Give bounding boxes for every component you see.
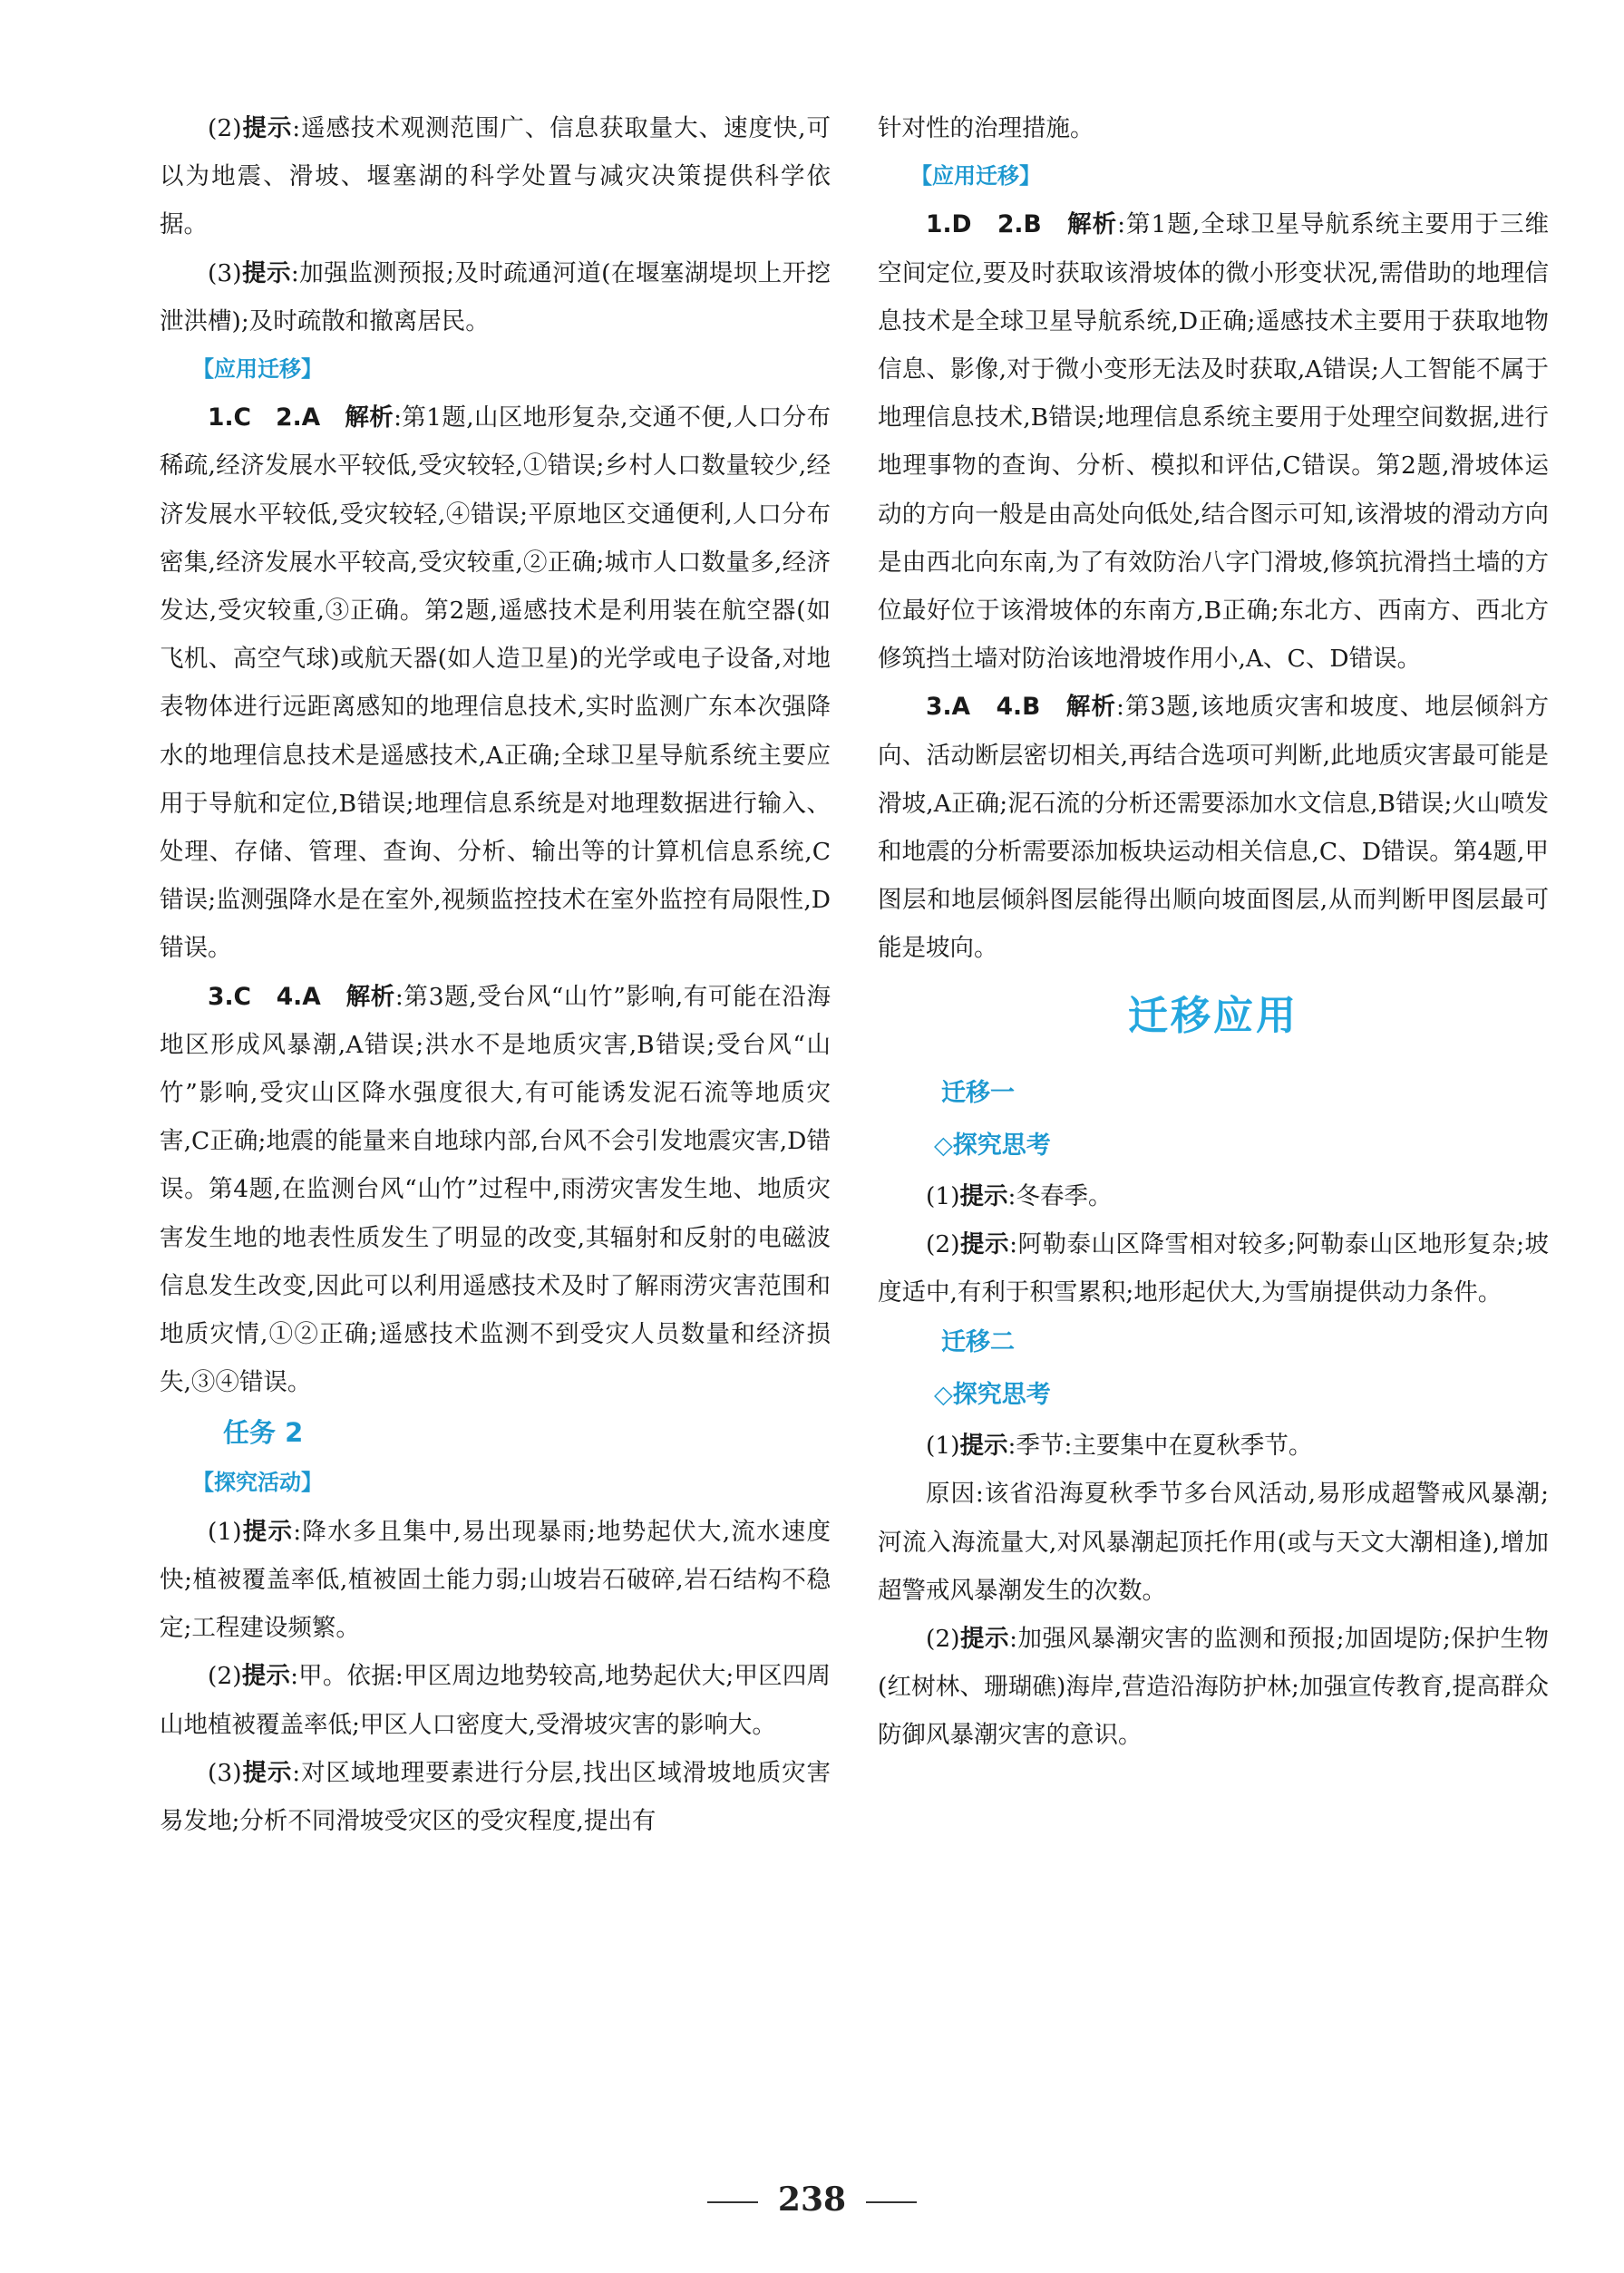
- paragraph-m2-hint-1: [878, 1422, 1549, 1470]
- paragraph-task-hint-2: [160, 1652, 831, 1748]
- paragraph-m2-reason: 原因:该省沿海夏秋季节多台风活动,易形成超警戒风暴潮;河流入海流量大,对风暴潮起顶托作用(或与天文大潮相逢),增加超警戒风暴潮发生的次数。: [878, 1480, 1549, 1605]
- tag-application-transfer: 【应用迁移】: [192, 356, 323, 383]
- page-footer: [0, 2176, 1624, 2224]
- item-label: (2): [926, 1229, 960, 1258]
- paragraph-hint-2: [160, 104, 831, 249]
- footer-dash-left: [707, 2201, 758, 2203]
- paragraph-task-hint-3: [160, 1749, 831, 1845]
- item-label: (2): [926, 1625, 960, 1654]
- item-label: (1): [926, 1432, 960, 1461]
- hint-text: :甲。依据:甲区周边地势较高,地势起伏大;甲区四周山地植被覆盖率低;甲区人口密度大,受滑坡灾害的影响大。: [160, 1662, 831, 1739]
- item-label: (1): [926, 1181, 960, 1210]
- explore-think-heading: ◇探究思考: [934, 1381, 1051, 1410]
- hint-keyword: 提示: [241, 1517, 294, 1546]
- item-label: (3): [208, 1758, 242, 1787]
- hint-text: :对区域地理要素进行分层,找出区域滑坡地质灾害易发地;分析不同滑坡受灾区的受灾程度,提出有: [160, 1758, 831, 1835]
- answer-keys: 1.C 2.A: [208, 403, 345, 432]
- paragraph-m1-hint-2: [878, 1220, 1549, 1316]
- paragraph-hint-3: [160, 249, 831, 345]
- analysis-text: :第1题,全球卫星导航系统主要用于三维空间定位,要及时获取该滑坡体的微小形变状况,需借助的地理信息技术是全球卫星导航系统,D正确;遥感技术主要用于获取地物信息、影像,对于微小变形无法及时获取,A错误;人工智能不属于地理信息技术,B错误;地理信息系统主要用于处理空间数据,进行地理事物的查询、分析、模拟和评估,C错误。第2题,滑坡体运动的方向一般是由高处向低处,结合图示可知,该滑坡的滑动方向是由西北向东南,为了有效防治八字门滑坡,修筑抗滑挡土墙的方位最好位于该滑坡体的东南方,B正确;东北方、西南方、西北方修筑挡土墙对防治该地滑坡作用小,A、C、D错误。: [878, 210, 1549, 674]
- right-column: [878, 104, 1549, 1760]
- hint-text: :阿勒泰山区降雪相对较多;阿勒泰山区地形复杂;坡度适中,有利于积雪累积;地形起伏大,为雪崩提供动力条件。: [878, 1229, 1550, 1307]
- hint-text: :冬春季。: [1007, 1181, 1113, 1210]
- hint-keyword: 提示: [241, 258, 291, 287]
- analysis-keyword: 解析: [345, 982, 395, 1011]
- answer-paragraph-3-4: [878, 683, 1549, 972]
- hint-keyword: 提示: [959, 1432, 1008, 1461]
- explore-think-heading: ◇探究思考: [934, 1131, 1051, 1160]
- answer-keys: 3.C 4.A: [208, 982, 346, 1011]
- tag-application-transfer: 【应用迁移】: [910, 163, 1041, 189]
- tag-exploration-activity: 【探究活动】: [192, 1470, 323, 1496]
- hint-text: :加强风暴潮灾害的监测和预报;加固堤防;保护生物(红树林、珊瑚礁)海岸,营造沿海防护林;加强宣传教育,提高群众防御风暴潮灾害的意识。: [878, 1625, 1550, 1750]
- page-number: 238: [777, 2181, 847, 2219]
- task-heading: 任务 2: [223, 1417, 304, 1449]
- left-column: [160, 104, 831, 1845]
- hint-keyword: 提示: [241, 1662, 291, 1691]
- answer-keys: 1.D 2.B: [926, 210, 1068, 239]
- paragraph-task-hint-1: [160, 1508, 831, 1653]
- analysis-text: :第3题,该地质灾害和坡度、地层倾斜方向、活动断层密切相关,再结合选项可判断,此地质灾害最可能是滑坡,A正确;泥石流的分析还需要添加水文信息,B错误;火山喷发和地震的分析需要添加板块运动相关信息,C、D错误。第4题,甲图层和地层倾斜图层能得出顺向坡面图层,从而判断甲图层最可能是坡向。: [878, 693, 1550, 963]
- item-label: (2): [208, 1662, 242, 1691]
- item-label: (1): [208, 1517, 242, 1546]
- answer-paragraph-3-4: [160, 973, 831, 1407]
- item-label: (2): [208, 114, 242, 142]
- hint-keyword: 提示: [959, 1181, 1008, 1210]
- analysis-keyword: 解析: [345, 403, 394, 432]
- hint-keyword: 提示: [241, 114, 293, 142]
- footer-dash-right: [866, 2201, 917, 2203]
- hint-text: :遥感技术观测范围广、信息获取量大、速度快,可以为地震、滑坡、堰塞湖的科学处置与减灾决策提供科学依据。: [160, 114, 831, 239]
- answer-paragraph-1-2: [878, 200, 1549, 683]
- transfer-two-heading: 迁移二: [941, 1328, 1015, 1357]
- paragraph-m2-hint-2: [878, 1615, 1549, 1760]
- transfer-one-heading: 迁移一: [941, 1078, 1015, 1107]
- item-label: (3): [208, 258, 242, 287]
- hint-text: :季节:主要集中在夏秋季节。: [1007, 1432, 1313, 1461]
- hint-keyword: 提示: [959, 1229, 1010, 1258]
- analysis-keyword: 解析: [1065, 693, 1116, 722]
- answer-paragraph-1-2: [160, 393, 831, 972]
- paragraph-m1-hint-1: [878, 1172, 1549, 1220]
- answer-keys: 3.A 4.B: [926, 693, 1066, 722]
- continued-text: 针对性的治理措施。: [878, 114, 1094, 142]
- analysis-text: :第3题,受台风“山竹”影响,有可能在沿海地区形成风暴潮,A错误;洪水不是地质灾害,B错误;受台风“山竹”影响,受灾山区降水强度很大,有可能诱发泥石流等地质灾害,C正确;地震的能量来自地球内部,台风不会引发地震灾害,D错误。第4题,在监测台风“山竹”过程中,雨涝灾害发生地、地质灾害发生地的地表性质发生了明显的改变,其辐射和反射的电磁波信息发生改变,因此可以利用遥感技术及时了解雨涝灾害范围和地质灾情,①②正确;遥感技术监测不到受灾人员数量和经济损失,③④错误。: [160, 982, 831, 1397]
- section-title: 迁移应用: [1128, 992, 1298, 1039]
- hint-text: :降水多且集中,易出现暴雨;地势起伏大,流水速度快;植被覆盖率低,植被固土能力弱;山坡岩石破碎,岩石结构不稳定;工程建设频繁。: [160, 1517, 831, 1643]
- analysis-text: :第1题,山区地形复杂,交通不便,人口分布稀疏,经济发展水平较低,受灾较轻,①错误;乡村人口数量较少,经济发展水平较低,受灾较轻,④错误;平原地区交通便利,人口分布密集,经济发展水平较高,受灾较重,②正确;城市人口数量多,经济发达,受灾较重,③正确。第2题,遥感技术是利用装在航空器(如飞机、高空气球)或航天器(如人造卫星)的光学或电子设备,对地表物体进行远距离感知的地理信息技术,实时监测广东本次强降水的地理信息技术是遥感技术,A正确;全球卫星导航系统主要应用于导航和定位,B错误;地理信息系统是对地理数据进行输入、处理、存储、管理、查询、分析、输出等的计算机信息系统,C错误;监测强降水是在室外,视频监控技术在室外监控有局限性,D错误。: [160, 403, 831, 963]
- hint-text: :加强监测预报;及时疏通河道(在堰塞湖堤坝上开挖泄洪槽);及时疏散和撤离居民。: [160, 258, 831, 335]
- analysis-keyword: 解析: [1067, 210, 1118, 239]
- hint-keyword: 提示: [959, 1625, 1010, 1654]
- hint-keyword: 提示: [241, 1758, 293, 1787]
